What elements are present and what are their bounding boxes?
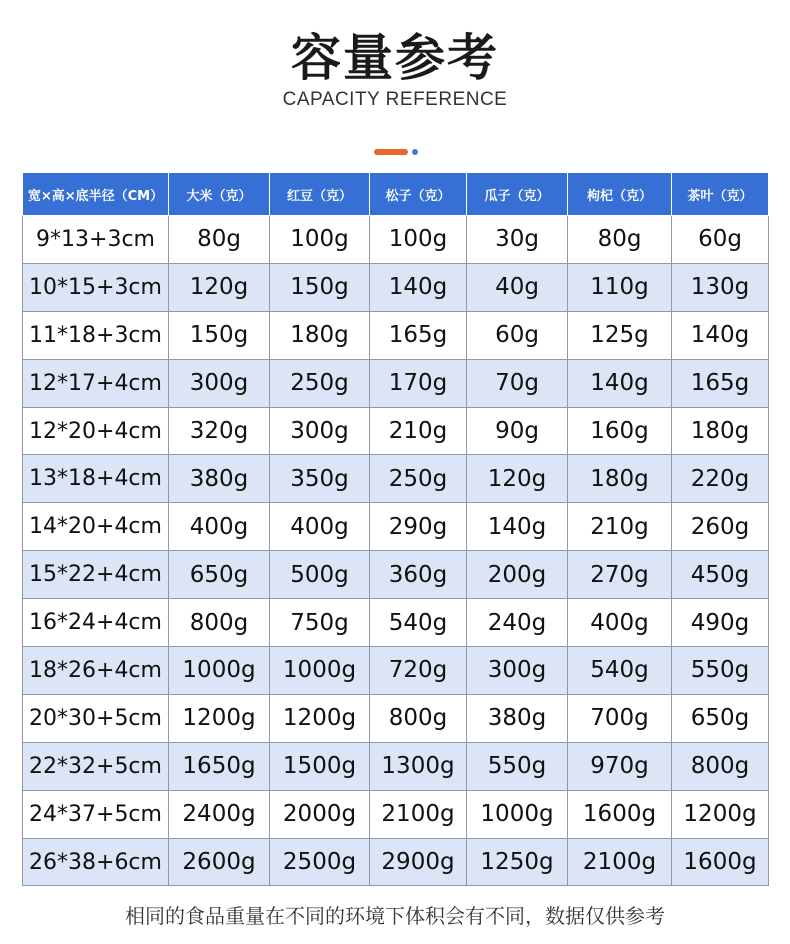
weight-cell: 210g [568, 503, 672, 551]
weight-cell: 150g [169, 311, 270, 359]
table-row [23, 647, 769, 695]
weight-cell: 40g [467, 263, 568, 311]
size-cell: 12*17+4cm [23, 359, 169, 407]
weight-cell: 380g [467, 694, 568, 742]
table-row [23, 742, 769, 790]
table-row [23, 216, 769, 264]
column-header-rice: 大米（克） [169, 173, 270, 216]
column-header-size: 宽×高×底半径（CM） [23, 173, 169, 216]
table-row [23, 790, 769, 838]
weight-cell: 800g [370, 694, 467, 742]
weight-cell: 1600g [568, 790, 672, 838]
weight-cell: 720g [370, 647, 467, 695]
table-header-row [23, 173, 769, 216]
weight-cell: 180g [270, 311, 370, 359]
weight-cell: 100g [270, 216, 370, 264]
weight-cell: 1200g [672, 790, 769, 838]
weight-cell: 240g [467, 599, 568, 647]
table-row [23, 694, 769, 742]
weight-cell: 2100g [568, 838, 672, 886]
column-header-pine-nut: 松子（克） [370, 173, 467, 216]
weight-cell: 180g [568, 455, 672, 503]
weight-cell: 110g [568, 263, 672, 311]
weight-cell: 160g [568, 407, 672, 455]
weight-cell: 380g [169, 455, 270, 503]
weight-cell: 270g [568, 551, 672, 599]
size-cell: 20*30+5cm [23, 694, 169, 742]
capacity-table [22, 172, 769, 886]
weight-cell: 1000g [169, 647, 270, 695]
weight-cell: 650g [672, 694, 769, 742]
weight-cell: 180g [672, 407, 769, 455]
weight-cell: 80g [169, 216, 270, 264]
weight-cell: 60g [467, 311, 568, 359]
weight-cell: 800g [672, 742, 769, 790]
weight-cell: 165g [672, 359, 769, 407]
weight-cell: 120g [467, 455, 568, 503]
weight-cell: 140g [370, 263, 467, 311]
weight-cell: 90g [467, 407, 568, 455]
table-row [23, 407, 769, 455]
weight-cell: 165g [370, 311, 467, 359]
weight-cell: 290g [370, 503, 467, 551]
size-cell: 12*20+4cm [23, 407, 169, 455]
weight-cell: 30g [467, 216, 568, 264]
size-cell: 10*15+3cm [23, 263, 169, 311]
column-header-seeds: 瓜子（克） [467, 173, 568, 216]
weight-cell: 800g [169, 599, 270, 647]
size-cell: 15*22+4cm [23, 551, 169, 599]
column-header-red-bean: 红豆（克） [270, 173, 370, 216]
weight-cell: 130g [672, 263, 769, 311]
table-row [23, 359, 769, 407]
weight-cell: 220g [672, 455, 769, 503]
divider-bar [374, 149, 408, 155]
weight-cell: 750g [270, 599, 370, 647]
weight-cell: 300g [270, 407, 370, 455]
weight-cell: 450g [672, 551, 769, 599]
weight-cell: 170g [370, 359, 467, 407]
table-row [23, 838, 769, 886]
weight-cell: 2000g [270, 790, 370, 838]
weight-cell: 2600g [169, 838, 270, 886]
table-body [23, 216, 769, 886]
weight-cell: 320g [169, 407, 270, 455]
size-cell: 22*32+5cm [23, 742, 169, 790]
weight-cell: 540g [370, 599, 467, 647]
weight-cell: 300g [467, 647, 568, 695]
weight-cell: 700g [568, 694, 672, 742]
size-cell: 16*24+4cm [23, 599, 169, 647]
size-cell: 14*20+4cm [23, 503, 169, 551]
weight-cell: 650g [169, 551, 270, 599]
footer-note: 相同的食品重量在不同的环境下体积会有不同，数据仅供参考 [125, 904, 665, 928]
size-cell: 11*18+3cm [23, 311, 169, 359]
column-header-goji: 枸杞（克） [568, 173, 672, 216]
weight-cell: 1000g [467, 790, 568, 838]
weight-cell: 250g [270, 359, 370, 407]
weight-cell: 250g [370, 455, 467, 503]
size-cell: 24*37+5cm [23, 790, 169, 838]
weight-cell: 1200g [169, 694, 270, 742]
weight-cell: 350g [270, 455, 370, 503]
weight-cell: 140g [467, 503, 568, 551]
table-row [23, 263, 769, 311]
table-row [23, 503, 769, 551]
size-cell: 18*26+4cm [23, 647, 169, 695]
weight-cell: 400g [568, 599, 672, 647]
table-row [23, 311, 769, 359]
weight-cell: 400g [270, 503, 370, 551]
title-divider [374, 148, 424, 156]
weight-cell: 80g [568, 216, 672, 264]
weight-cell: 1250g [467, 838, 568, 886]
weight-cell: 200g [467, 551, 568, 599]
size-cell: 9*13+3cm [23, 216, 169, 264]
weight-cell: 360g [370, 551, 467, 599]
weight-cell: 2400g [169, 790, 270, 838]
weight-cell: 550g [467, 742, 568, 790]
weight-cell: 120g [169, 263, 270, 311]
weight-cell: 260g [672, 503, 769, 551]
weight-cell: 1600g [672, 838, 769, 886]
weight-cell: 400g [169, 503, 270, 551]
weight-cell: 100g [370, 216, 467, 264]
weight-cell: 1000g [270, 647, 370, 695]
weight-cell: 210g [370, 407, 467, 455]
weight-cell: 490g [672, 599, 769, 647]
weight-cell: 125g [568, 311, 672, 359]
weight-cell: 2500g [270, 838, 370, 886]
weight-cell: 60g [672, 216, 769, 264]
weight-cell: 1500g [270, 742, 370, 790]
weight-cell: 1650g [169, 742, 270, 790]
weight-cell: 1300g [370, 742, 467, 790]
table-row [23, 551, 769, 599]
weight-cell: 140g [568, 359, 672, 407]
table-row [23, 599, 769, 647]
weight-cell: 1200g [270, 694, 370, 742]
weight-cell: 2900g [370, 838, 467, 886]
weight-cell: 300g [169, 359, 270, 407]
page-subtitle: CAPACITY REFERENCE [282, 89, 508, 110]
size-cell: 13*18+4cm [23, 455, 169, 503]
divider-dot [412, 149, 418, 155]
weight-cell: 70g [467, 359, 568, 407]
weight-cell: 2100g [370, 790, 467, 838]
table-row [23, 455, 769, 503]
weight-cell: 500g [270, 551, 370, 599]
weight-cell: 550g [672, 647, 769, 695]
column-header-tea: 茶叶（克） [672, 173, 769, 216]
weight-cell: 140g [672, 311, 769, 359]
weight-cell: 970g [568, 742, 672, 790]
size-cell: 26*38+6cm [23, 838, 169, 886]
weight-cell: 540g [568, 647, 672, 695]
page-title: 容量参考 [291, 29, 499, 87]
weight-cell: 150g [270, 263, 370, 311]
